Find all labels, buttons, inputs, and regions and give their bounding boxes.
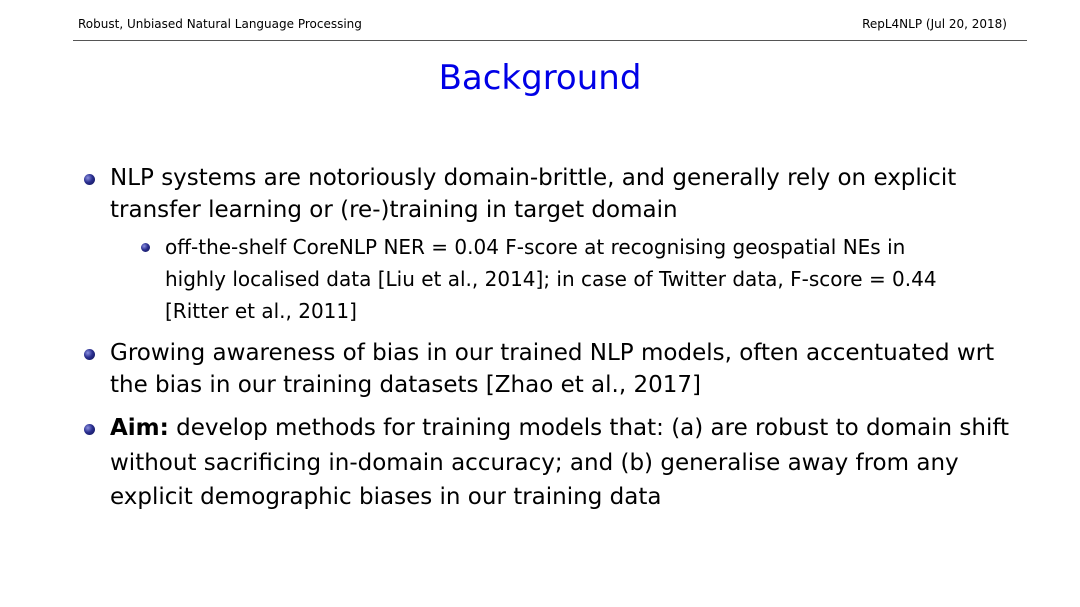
bullet-icon bbox=[84, 174, 95, 185]
sub-bullet-line-2: highly localised data [Liu et al., 2014]; in case of Twitter data, F-score = 0.44 bbox=[165, 267, 937, 291]
sub-bullet-line-3: [Ritter et al., 2011] bbox=[165, 299, 357, 323]
bullet-3-line-1 bbox=[110, 415, 1009, 441]
sub-bullet-line-1: off-the-shelf CoreNLP NER = 0.04 F-score at recognising geospatial NEs in bbox=[165, 235, 906, 259]
bullet-1-line-1: NLP systems are notoriously domain-brittle, and generally rely on explicit bbox=[110, 165, 957, 191]
header-venue-date: RepL4NLP (Jul 20, 2018) bbox=[862, 17, 1007, 31]
aim-text: develop methods for training models that: (a) are robust to domain shift bbox=[176, 415, 1010, 441]
slide-header bbox=[0, 0, 1080, 41]
bullet-2-line-1: Growing awareness of bias in our trained NLP models, often accentuated wrt bbox=[110, 340, 995, 366]
header-divider bbox=[73, 40, 1027, 41]
bullet-icon bbox=[84, 349, 95, 360]
bullet-1-line-2: transfer learning or (re-)training in target domain bbox=[110, 197, 678, 223]
header-talk-title: Robust, Unbiased Natural Language Processing bbox=[78, 17, 362, 31]
slide-title: Background bbox=[438, 58, 642, 98]
bullet-icon bbox=[84, 424, 95, 435]
bullet-3-line-2: without sacrificing in-domain accuracy; and (b) generalise away from any bbox=[110, 450, 959, 476]
bullet-3-line-3: explicit demographic biases in our training data bbox=[110, 484, 662, 510]
sub-bullet-icon bbox=[141, 243, 150, 252]
aim-label: Aim: bbox=[110, 415, 169, 441]
bullet-2-line-2: the bias in our training datasets [Zhao et al., 2017] bbox=[110, 372, 701, 398]
